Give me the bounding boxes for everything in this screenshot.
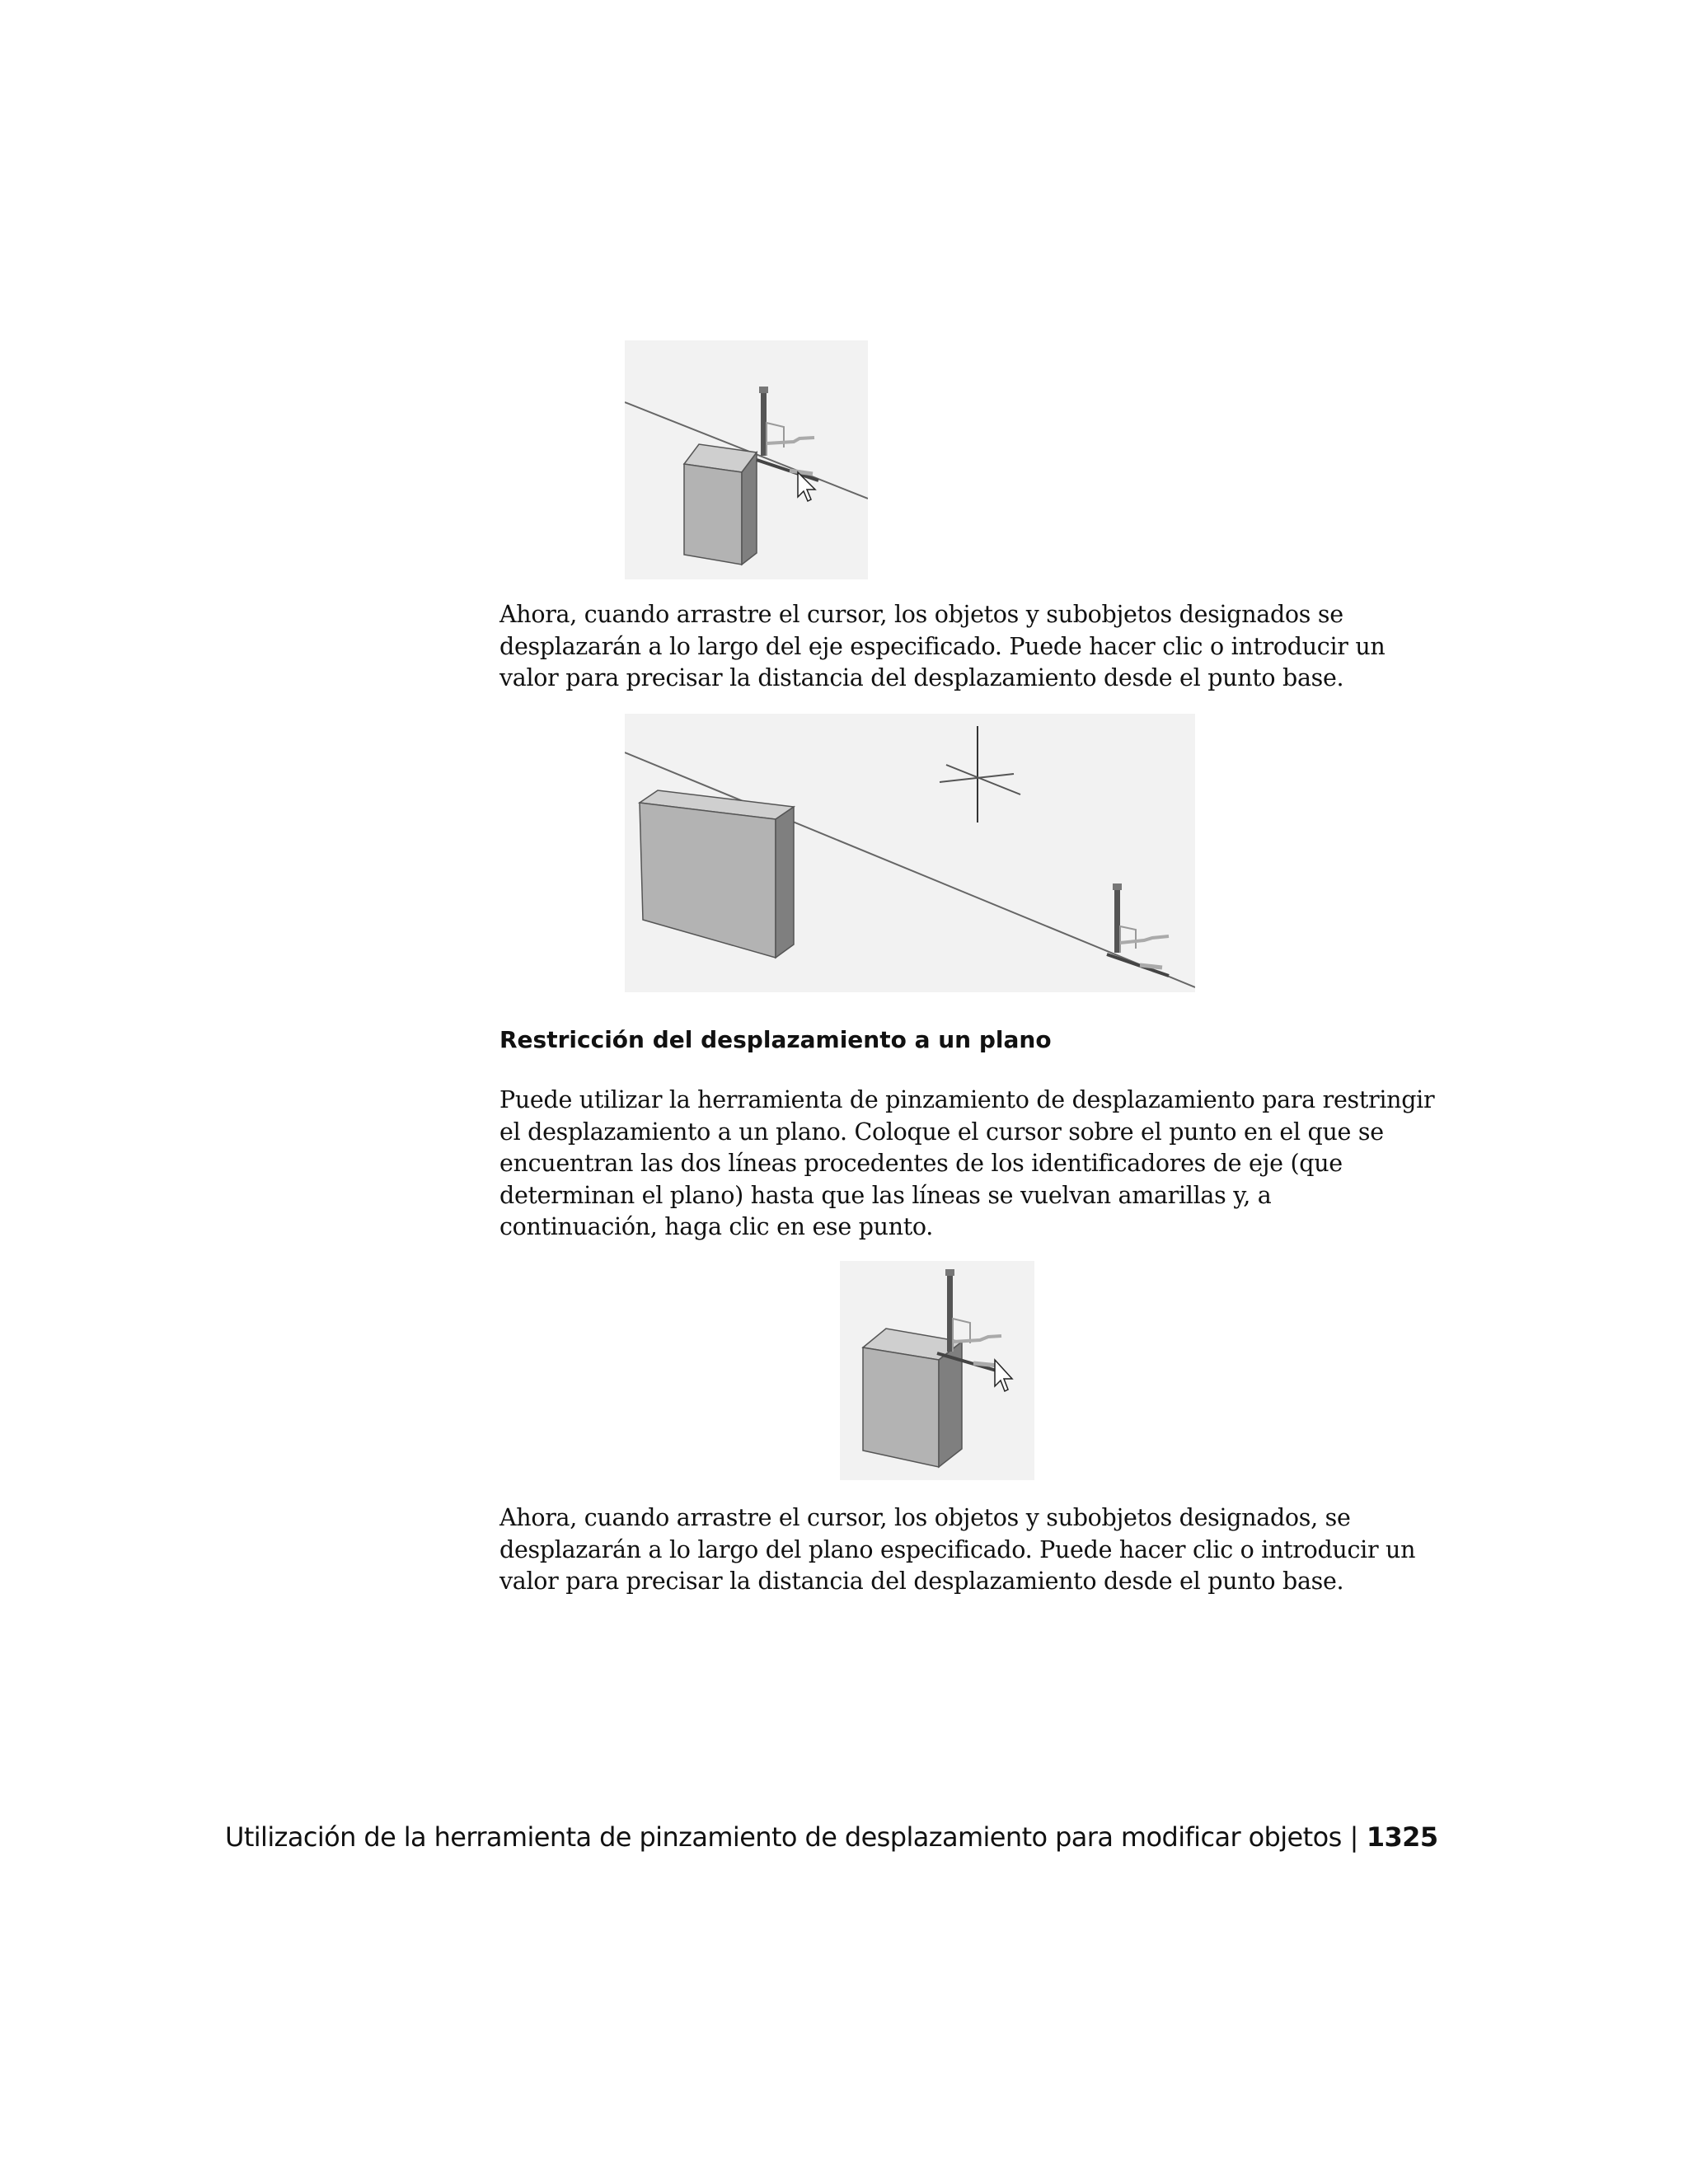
move-gizmo-icon <box>937 1269 1005 1373</box>
paragraph-line: desplazarán a lo largo del eje especificado. Puede hacer clic o introducir un <box>499 632 1386 660</box>
move-grip-axis-selected-figure <box>625 340 868 579</box>
footer-title: Utilización de la herramienta de pinzamiento de desplazamiento para modificar objetos <box>225 1821 1342 1853</box>
box-3d-icon <box>640 790 794 958</box>
figure-2-illustration <box>625 714 1195 992</box>
paragraph-axis-move <box>499 599 1398 695</box>
paragraph-line: el desplazamiento a un plano. Coloque el cursor sobre el punto en el que se <box>499 1118 1384 1146</box>
paragraph-line: encuentran las dos líneas procedentes de los identificadores de eje (que <box>499 1150 1343 1177</box>
paragraph-line: valor para precisar la distancia del desplazamiento desde el punto base. <box>499 1568 1344 1595</box>
paragraph-line: Puede utilizar la herramienta de pinzamiento de desplazamiento para restringir <box>499 1086 1435 1113</box>
paragraph-line: Ahora, cuando arrastre el cursor, los objetos y subobjetos designados, se <box>499 1504 1351 1531</box>
figure-1-illustration <box>625 340 868 579</box>
page-number: 1325 <box>1366 1821 1438 1853</box>
crosshair-icon <box>940 726 1020 823</box>
paragraph-line: determinan el plano) hasta que las líneas se vuelvan amarillas y, a <box>499 1181 1272 1209</box>
box-3d-icon <box>684 444 757 565</box>
section-heading: Restricción del desplazamiento a un plano <box>499 1026 1052 1053</box>
paragraph-line: Ahora, cuando arrastre el cursor, los objetos y subobjetos designados se <box>499 601 1343 628</box>
paragraph-line: continuación, haga clic en ese punto. <box>499 1213 934 1240</box>
footer-separator: | <box>1349 1821 1358 1853</box>
page-footer <box>225 1820 1438 1854</box>
paragraph-line: valor para precisar la distancia del desplazamiento desde el punto base. <box>499 664 1344 691</box>
move-gizmo-icon <box>1107 883 1169 976</box>
move-along-axis-figure <box>625 714 1195 992</box>
move-grip-plane-selected-figure <box>840 1261 1034 1480</box>
figure-3-illustration <box>840 1261 1034 1480</box>
paragraph-line: desplazarán a lo largo del plano especificado. Puede hacer clic o introducir un <box>499 1535 1416 1563</box>
paragraph-plane-restriction <box>499 1085 1435 1244</box>
cursor-arrow-icon <box>995 1360 1012 1391</box>
paragraph-plane-move <box>499 1502 1416 1598</box>
